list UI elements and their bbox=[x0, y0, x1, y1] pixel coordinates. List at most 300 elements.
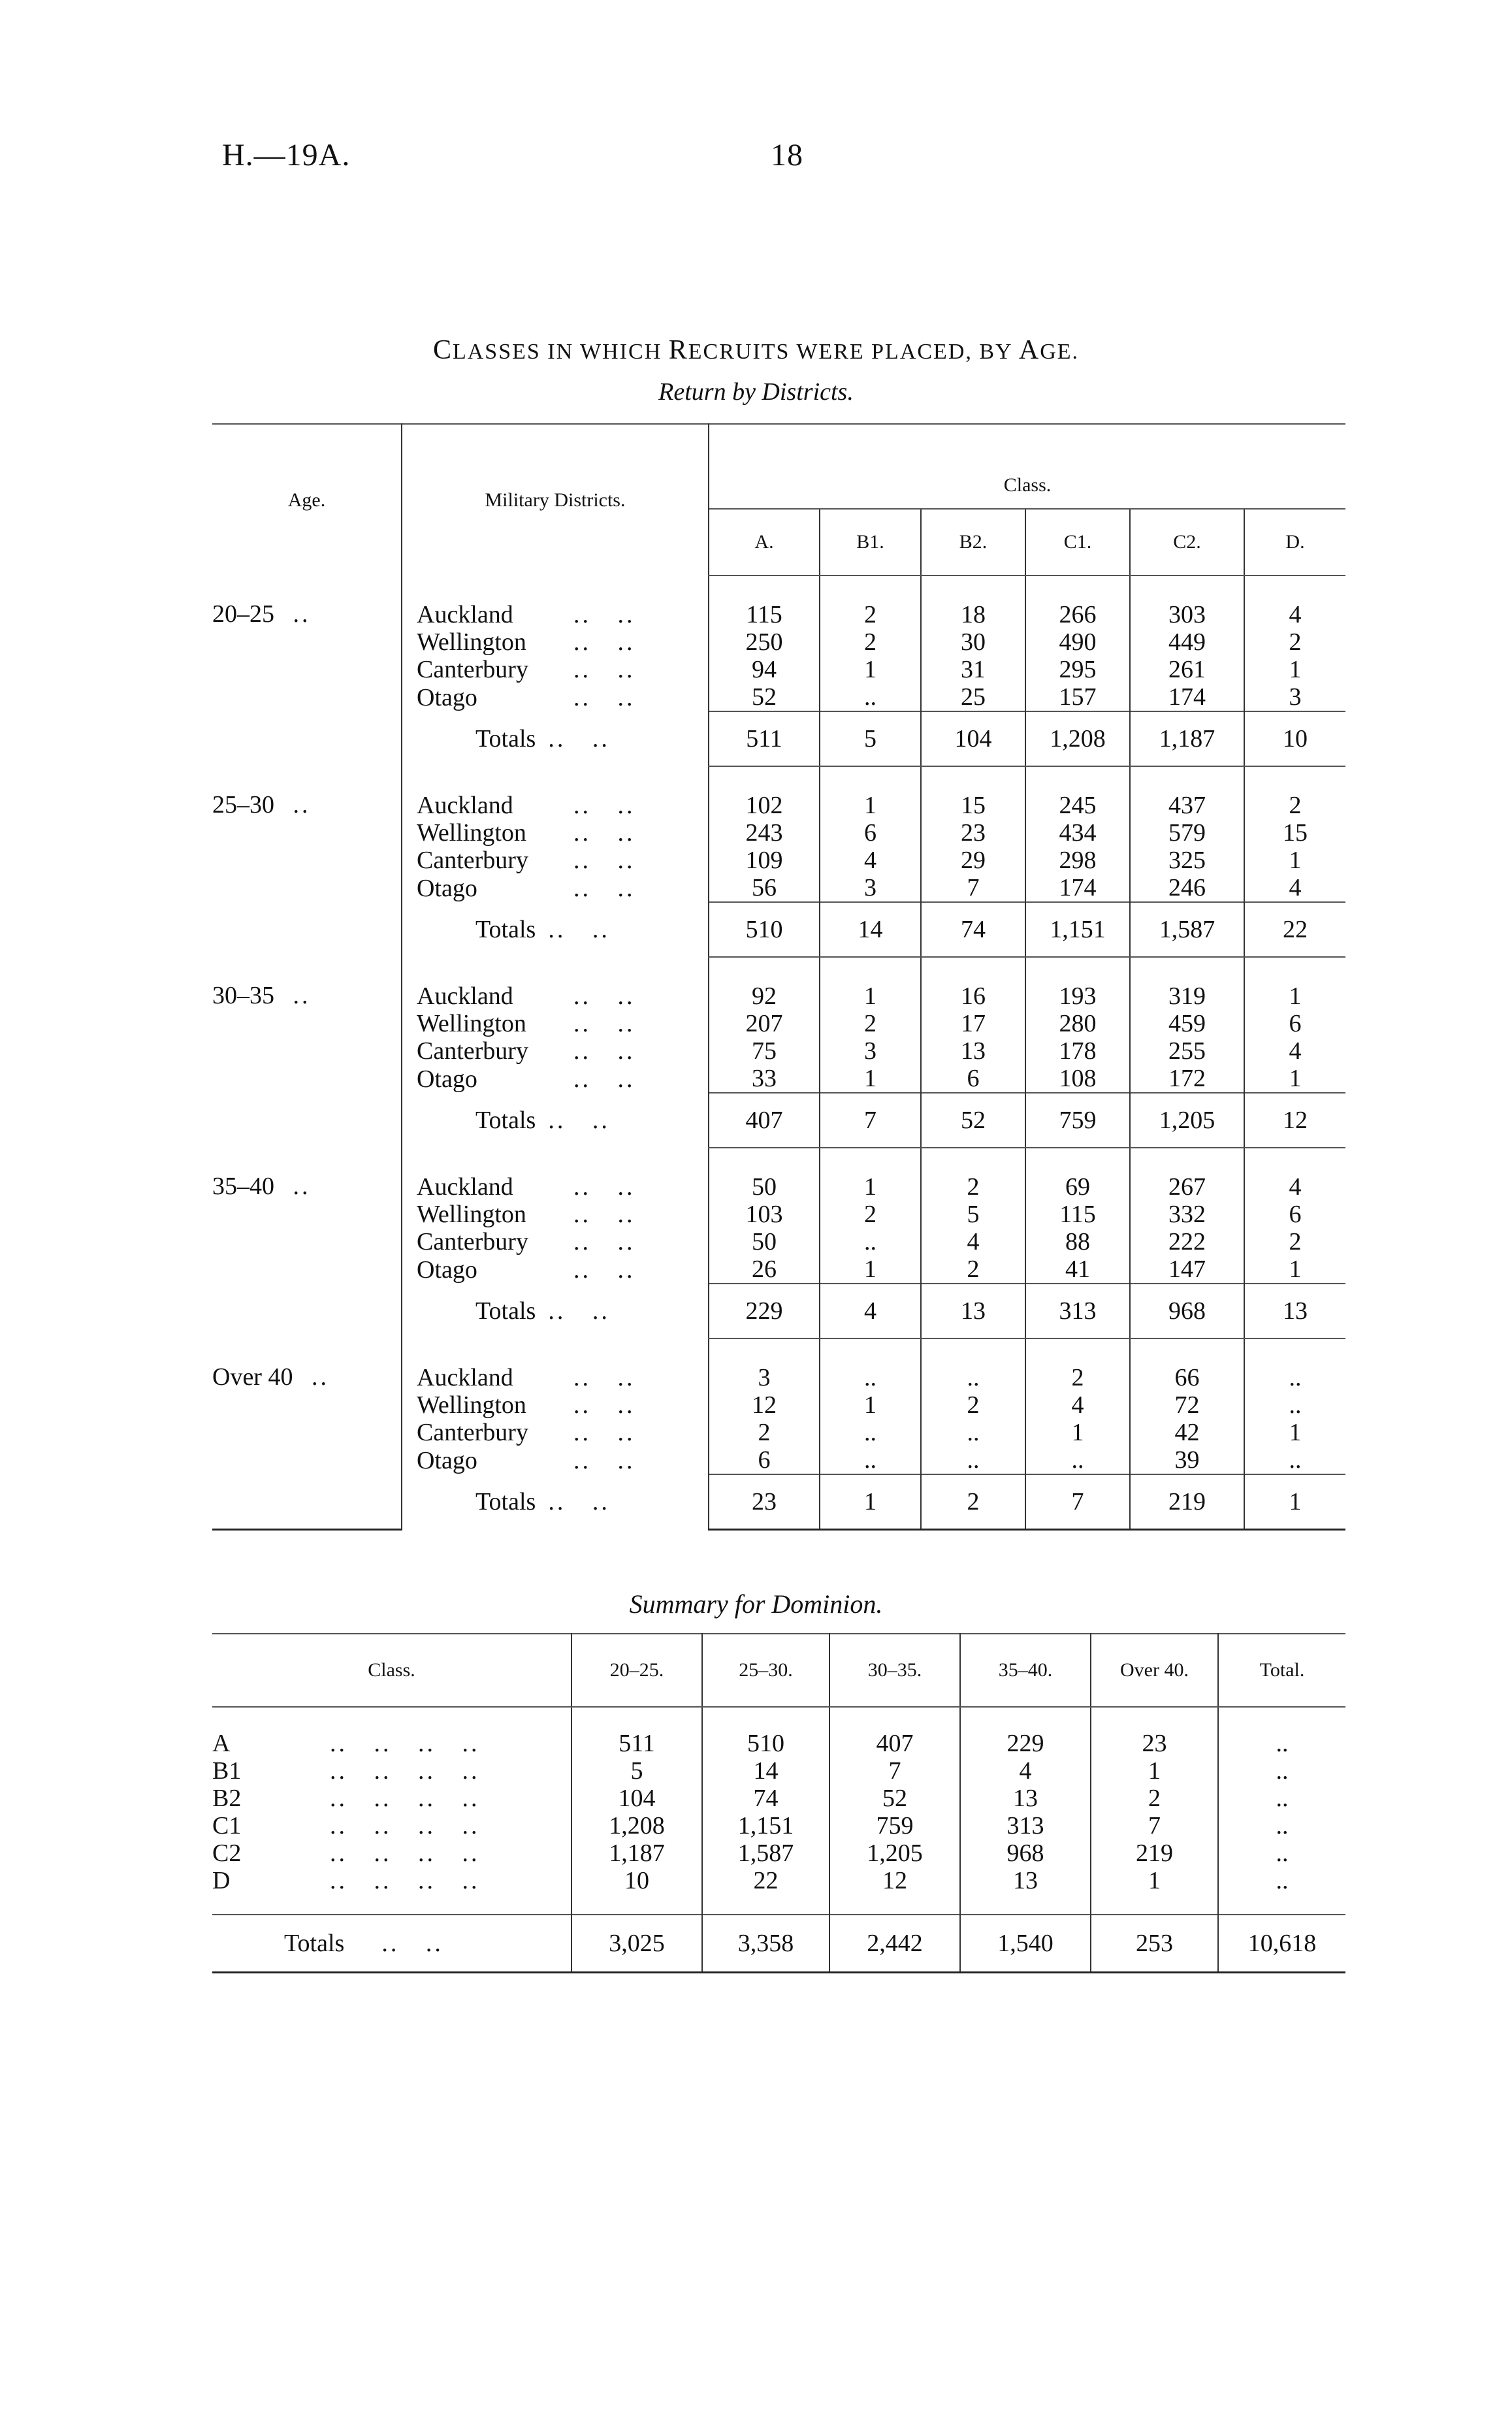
summary-col-header: Class. bbox=[212, 1634, 571, 1707]
dot-leader: .. bbox=[293, 982, 311, 1009]
summary-class: B2 bbox=[212, 1785, 242, 1812]
summary-table bbox=[212, 1633, 1345, 1973]
total-value-cell: 229 bbox=[709, 1284, 820, 1338]
value-cell: 102 bbox=[709, 766, 820, 819]
summary-col-header: 25–30. bbox=[702, 1634, 829, 1707]
district-name: Auckland bbox=[417, 1173, 513, 1201]
title-part: ECRUITS WERE PLACED, BY bbox=[688, 340, 1019, 364]
value-cell: 17 bbox=[921, 1010, 1025, 1037]
summary-value-cell: 510 bbox=[702, 1707, 829, 1757]
summary-total-cell: 253 bbox=[1091, 1915, 1218, 1973]
value-cell: .. bbox=[820, 1419, 921, 1446]
summary-value-cell: 511 bbox=[571, 1707, 702, 1757]
dot-leader: .. .. .. .. bbox=[330, 1812, 480, 1839]
value-cell: 2 bbox=[1244, 628, 1345, 656]
district-table bbox=[212, 423, 1345, 1531]
summary-class-cell bbox=[212, 1812, 571, 1839]
value-cell: 172 bbox=[1130, 1065, 1244, 1093]
age-cell bbox=[212, 1446, 402, 1474]
summary-value-cell: 1,187 bbox=[571, 1839, 702, 1867]
table-subtitle: Return by Districts. bbox=[658, 378, 854, 406]
col-header-class: Class. bbox=[709, 424, 1345, 509]
summary-col-header: Over 40. bbox=[1091, 1634, 1218, 1707]
summary-value-cell: 12 bbox=[829, 1867, 960, 1915]
total-value-cell: 1,205 bbox=[1130, 1093, 1244, 1148]
total-value-cell: 104 bbox=[921, 711, 1025, 766]
value-cell: 332 bbox=[1130, 1201, 1244, 1228]
total-value-cell: 759 bbox=[1025, 1093, 1130, 1148]
value-cell: 4 bbox=[1244, 874, 1345, 902]
value-cell: 12 bbox=[709, 1391, 820, 1419]
value-cell: 115 bbox=[1025, 1201, 1130, 1228]
summary-value-cell: .. bbox=[1218, 1757, 1345, 1785]
value-cell: 1 bbox=[820, 1148, 921, 1201]
value-cell: 1 bbox=[820, 957, 921, 1010]
summary-class: A bbox=[212, 1730, 231, 1757]
age-label: 20–25 bbox=[212, 600, 274, 628]
summary-value-cell: 1,205 bbox=[829, 1839, 960, 1867]
district-name-cell bbox=[402, 1446, 709, 1474]
summary-class-cell bbox=[212, 1839, 571, 1867]
totals-row bbox=[212, 902, 1345, 957]
summary-value-cell: .. bbox=[1218, 1707, 1345, 1757]
dot-leader: .. .. bbox=[573, 1446, 635, 1474]
value-cell: 2 bbox=[1244, 1228, 1345, 1256]
district-name: Auckland bbox=[417, 791, 513, 819]
summary-row bbox=[212, 1839, 1345, 1867]
value-cell: .. bbox=[921, 1338, 1025, 1391]
summary-totals-row bbox=[212, 1915, 1345, 1973]
summary-value-cell: 104 bbox=[571, 1785, 702, 1812]
district-row bbox=[212, 1010, 1345, 1037]
value-cell: 243 bbox=[709, 819, 820, 847]
dot-leader: .. .. bbox=[573, 628, 635, 656]
value-cell: 147 bbox=[1130, 1256, 1244, 1284]
dot-leader: .. .. bbox=[573, 819, 635, 847]
value-cell: 108 bbox=[1025, 1065, 1130, 1093]
district-row bbox=[212, 1256, 1345, 1284]
value-cell: 13 bbox=[921, 1037, 1025, 1065]
district-row bbox=[212, 766, 1345, 819]
value-cell: 3 bbox=[709, 1338, 820, 1391]
district-name-cell bbox=[402, 1037, 709, 1065]
summary-row bbox=[212, 1785, 1345, 1812]
summary-class-cell bbox=[212, 1707, 571, 1757]
district-name-cell bbox=[402, 847, 709, 874]
value-cell: 7 bbox=[921, 874, 1025, 902]
value-cell: 174 bbox=[1025, 874, 1130, 902]
value-cell: 1 bbox=[1244, 957, 1345, 1010]
district-row bbox=[212, 628, 1345, 656]
age-label: 35–40 bbox=[212, 1173, 274, 1200]
summary-value-cell: 1,208 bbox=[571, 1812, 702, 1839]
age-cell bbox=[212, 575, 402, 628]
value-cell: 1 bbox=[1244, 1419, 1345, 1446]
value-cell: .. bbox=[1244, 1391, 1345, 1419]
totals-row bbox=[212, 1474, 1345, 1530]
district-name: Wellington bbox=[417, 819, 526, 847]
district-row bbox=[212, 1228, 1345, 1256]
value-cell: 75 bbox=[709, 1037, 820, 1065]
value-cell: .. bbox=[820, 1338, 921, 1391]
district-row bbox=[212, 1338, 1345, 1391]
totals-label-cell bbox=[402, 902, 709, 957]
value-cell: 26 bbox=[709, 1256, 820, 1284]
summary-row bbox=[212, 1707, 1345, 1757]
value-cell: 15 bbox=[1244, 819, 1345, 847]
total-value-cell: 968 bbox=[1130, 1284, 1244, 1338]
district-name-cell bbox=[402, 1201, 709, 1228]
totals-label-cell bbox=[402, 1474, 709, 1530]
value-cell: 1 bbox=[1244, 1065, 1345, 1093]
summary-totals-label: Totals bbox=[284, 1930, 345, 1957]
value-cell: 109 bbox=[709, 847, 820, 874]
age-cell bbox=[212, 847, 402, 874]
total-value-cell: 4 bbox=[820, 1284, 921, 1338]
value-cell: 250 bbox=[709, 628, 820, 656]
value-cell: 261 bbox=[1130, 656, 1244, 683]
value-cell: .. bbox=[921, 1446, 1025, 1474]
age-cell bbox=[212, 683, 402, 711]
summary-total-cell: 2,442 bbox=[829, 1915, 960, 1973]
dot-leader: .. .. bbox=[573, 1010, 635, 1037]
header-row bbox=[212, 424, 1345, 509]
totals-row bbox=[212, 1284, 1345, 1338]
value-cell: 88 bbox=[1025, 1228, 1130, 1256]
col-header-class-item: B2. bbox=[921, 509, 1025, 575]
page-number: 18 bbox=[771, 138, 803, 172]
district-name-cell bbox=[402, 656, 709, 683]
col-header-class-item: D. bbox=[1244, 509, 1345, 575]
district-row bbox=[212, 874, 1345, 902]
totals-row bbox=[212, 711, 1345, 766]
district-name: Auckland bbox=[417, 982, 513, 1010]
summary-value-cell: 219 bbox=[1091, 1839, 1218, 1867]
district-row bbox=[212, 1419, 1345, 1446]
summary-class: D bbox=[212, 1867, 231, 1894]
totals-label-cell bbox=[402, 1284, 709, 1338]
totals-label: Totals bbox=[475, 1488, 536, 1516]
total-value-cell: 1 bbox=[820, 1474, 921, 1530]
age-cell bbox=[212, 1391, 402, 1419]
value-cell: 4 bbox=[921, 1228, 1025, 1256]
total-value-cell: 74 bbox=[921, 902, 1025, 957]
value-cell: 2 bbox=[820, 575, 921, 628]
total-value-cell: 1,187 bbox=[1130, 711, 1244, 766]
title-part: C bbox=[432, 335, 453, 365]
value-cell: 295 bbox=[1025, 656, 1130, 683]
age-cell bbox=[212, 1065, 402, 1093]
totals-label: Totals bbox=[475, 916, 536, 943]
summary-value-cell: 4 bbox=[960, 1757, 1091, 1785]
dot-leader: .. .. bbox=[548, 1107, 610, 1134]
value-cell: 31 bbox=[921, 656, 1025, 683]
value-cell: 115 bbox=[709, 575, 820, 628]
dot-leader: .. .. bbox=[573, 847, 635, 874]
value-cell: 4 bbox=[1025, 1391, 1130, 1419]
value-cell: 3 bbox=[820, 1037, 921, 1065]
age-label: Over 40 bbox=[212, 1363, 293, 1391]
totals-label-cell bbox=[402, 1093, 709, 1148]
value-cell: 193 bbox=[1025, 957, 1130, 1010]
value-cell: 2 bbox=[1244, 766, 1345, 819]
district-name-cell bbox=[402, 1228, 709, 1256]
value-cell: 29 bbox=[921, 847, 1025, 874]
value-cell: 6 bbox=[709, 1446, 820, 1474]
district-name: Auckland bbox=[417, 600, 513, 628]
dot-leader: .. .. bbox=[548, 916, 610, 943]
value-cell: 56 bbox=[709, 874, 820, 902]
value-cell: 1 bbox=[1025, 1419, 1130, 1446]
district-name-cell bbox=[402, 874, 709, 902]
total-value-cell: 7 bbox=[1025, 1474, 1130, 1530]
dot-leader: .. bbox=[293, 791, 311, 818]
value-cell: 103 bbox=[709, 1201, 820, 1228]
district-name: Otago bbox=[417, 1446, 477, 1474]
total-value-cell: 1,208 bbox=[1025, 711, 1130, 766]
age-label: 25–30 bbox=[212, 791, 274, 818]
summary-value-cell: 74 bbox=[702, 1785, 829, 1812]
value-cell: 157 bbox=[1025, 683, 1130, 711]
total-value-cell: 511 bbox=[709, 711, 820, 766]
value-cell: 30 bbox=[921, 628, 1025, 656]
dot-leader: .. .. bbox=[573, 1419, 635, 1446]
value-cell: 2 bbox=[709, 1419, 820, 1446]
age-cell bbox=[212, 874, 402, 902]
summary-totals-label-cell bbox=[212, 1915, 571, 1973]
summary-value-cell: 52 bbox=[829, 1785, 960, 1812]
value-cell: 490 bbox=[1025, 628, 1130, 656]
value-cell: 174 bbox=[1130, 683, 1244, 711]
title-part: A bbox=[1018, 335, 1040, 365]
title-part: GE. bbox=[1040, 340, 1080, 364]
value-cell: 2 bbox=[820, 1010, 921, 1037]
summary-total-cell: 3,358 bbox=[702, 1915, 829, 1973]
dot-leader: .. .. bbox=[573, 683, 635, 711]
value-cell: 41 bbox=[1025, 1256, 1130, 1284]
value-cell: 1 bbox=[1244, 847, 1345, 874]
value-cell: 2 bbox=[921, 1391, 1025, 1419]
value-cell: 6 bbox=[820, 819, 921, 847]
district-name-cell bbox=[402, 1391, 709, 1419]
value-cell: 579 bbox=[1130, 819, 1244, 847]
district-name: Wellington bbox=[417, 1010, 526, 1037]
value-cell: 33 bbox=[709, 1065, 820, 1093]
district-row bbox=[212, 656, 1345, 683]
col-header-age: Age. bbox=[287, 489, 326, 511]
district-name: Otago bbox=[417, 874, 477, 902]
value-cell: 437 bbox=[1130, 766, 1244, 819]
col-header-class-item: C2. bbox=[1130, 509, 1244, 575]
table-title bbox=[0, 334, 1512, 366]
total-value-cell: 13 bbox=[1244, 1284, 1345, 1338]
summary-value-cell: 22 bbox=[702, 1867, 829, 1915]
dot-leader: .. .. bbox=[573, 1363, 635, 1391]
district-name: Otago bbox=[417, 1256, 477, 1284]
district-name: Otago bbox=[417, 1065, 477, 1093]
value-cell: 3 bbox=[820, 874, 921, 902]
district-name-cell bbox=[402, 1419, 709, 1446]
age-cell bbox=[212, 1474, 402, 1530]
age-cell bbox=[212, 1256, 402, 1284]
district-row bbox=[212, 683, 1345, 711]
value-cell: 25 bbox=[921, 683, 1025, 711]
age-cell bbox=[212, 1148, 402, 1201]
summary-value-cell: .. bbox=[1218, 1839, 1345, 1867]
dot-leader: .. .. .. .. bbox=[330, 1867, 480, 1894]
district-name-cell bbox=[402, 1148, 709, 1201]
summary-value-cell: .. bbox=[1218, 1785, 1345, 1812]
summary-value-cell: 2 bbox=[1091, 1785, 1218, 1812]
age-cell bbox=[212, 711, 402, 766]
title-part: LASSES IN WHICH bbox=[452, 340, 669, 364]
age-cell bbox=[212, 1228, 402, 1256]
value-cell: 39 bbox=[1130, 1446, 1244, 1474]
district-row bbox=[212, 1148, 1345, 1201]
summary-row bbox=[212, 1757, 1345, 1785]
summary-value-cell: 229 bbox=[960, 1707, 1091, 1757]
district-name-cell bbox=[402, 1010, 709, 1037]
value-cell: 1 bbox=[820, 1256, 921, 1284]
total-value-cell: 13 bbox=[921, 1284, 1025, 1338]
value-cell: .. bbox=[820, 1446, 921, 1474]
summary-value-cell: 5 bbox=[571, 1757, 702, 1785]
total-value-cell: 2 bbox=[921, 1474, 1025, 1530]
value-cell: 222 bbox=[1130, 1228, 1244, 1256]
total-value-cell: 22 bbox=[1244, 902, 1345, 957]
summary-header-row bbox=[212, 1634, 1345, 1707]
age-cell bbox=[212, 1419, 402, 1446]
district-name-cell bbox=[402, 575, 709, 628]
summary-value-cell: 23 bbox=[1091, 1707, 1218, 1757]
page-reference: H.—19A. bbox=[222, 138, 351, 172]
summary-value-cell: 1 bbox=[1091, 1867, 1218, 1915]
value-cell: 4 bbox=[1244, 1037, 1345, 1065]
total-value-cell: 1,587 bbox=[1130, 902, 1244, 957]
value-cell: 434 bbox=[1025, 819, 1130, 847]
district-name: Wellington bbox=[417, 628, 526, 656]
totals-label: Totals bbox=[475, 1297, 536, 1325]
value-cell: 325 bbox=[1130, 847, 1244, 874]
summary-value-cell: 313 bbox=[960, 1812, 1091, 1839]
summary-total-cell: 10,618 bbox=[1218, 1915, 1345, 1973]
summary-class-cell bbox=[212, 1867, 571, 1915]
total-value-cell: 1,151 bbox=[1025, 902, 1130, 957]
summary-body bbox=[212, 1707, 1345, 1973]
dot-leader: .. .. .. .. bbox=[330, 1785, 480, 1812]
value-cell: 449 bbox=[1130, 628, 1244, 656]
dot-leader: .. .. bbox=[573, 1037, 635, 1065]
col-header-class-item: A. bbox=[709, 509, 820, 575]
total-value-cell: 1 bbox=[1244, 1474, 1345, 1530]
value-cell: 6 bbox=[1244, 1201, 1345, 1228]
dot-leader: .. .. bbox=[573, 1201, 635, 1228]
dot-leader: .. .. .. .. bbox=[330, 1730, 480, 1757]
value-cell: 298 bbox=[1025, 847, 1130, 874]
col-header-class-item: C1. bbox=[1025, 509, 1130, 575]
age-cell bbox=[212, 1284, 402, 1338]
district-row bbox=[212, 1201, 1345, 1228]
summary-total-cell: 3,025 bbox=[571, 1915, 702, 1973]
summary-col-header: 30–35. bbox=[829, 1634, 960, 1707]
district-row bbox=[212, 819, 1345, 847]
district-body bbox=[212, 575, 1345, 1530]
summary-value-cell: .. bbox=[1218, 1867, 1345, 1915]
total-value-cell: 7 bbox=[820, 1093, 921, 1148]
district-name: Wellington bbox=[417, 1391, 526, 1419]
summary-value-cell: .. bbox=[1218, 1812, 1345, 1839]
value-cell: 4 bbox=[820, 847, 921, 874]
value-cell: .. bbox=[1244, 1338, 1345, 1391]
district-name: Canterbury bbox=[417, 656, 528, 683]
totals-label: Totals bbox=[475, 1107, 536, 1134]
district-name-cell bbox=[402, 1065, 709, 1093]
value-cell: 266 bbox=[1025, 575, 1130, 628]
total-value-cell: 510 bbox=[709, 902, 820, 957]
summary-value-cell: 13 bbox=[960, 1785, 1091, 1812]
dot-leader: .. .. .. .. bbox=[330, 1839, 480, 1867]
summary-value-cell: 968 bbox=[960, 1839, 1091, 1867]
value-cell: 459 bbox=[1130, 1010, 1244, 1037]
value-cell: 6 bbox=[921, 1065, 1025, 1093]
summary-value-cell: 1,151 bbox=[702, 1812, 829, 1839]
total-value-cell: 313 bbox=[1025, 1284, 1130, 1338]
value-cell: 94 bbox=[709, 656, 820, 683]
age-cell bbox=[212, 1010, 402, 1037]
age-cell bbox=[212, 766, 402, 819]
total-value-cell: 23 bbox=[709, 1474, 820, 1530]
value-cell: 50 bbox=[709, 1148, 820, 1201]
value-cell: 1 bbox=[820, 1065, 921, 1093]
dot-leader: .. .. bbox=[573, 982, 635, 1010]
value-cell: 66 bbox=[1130, 1338, 1244, 1391]
value-cell: 319 bbox=[1130, 957, 1244, 1010]
summary-value-cell: 759 bbox=[829, 1812, 960, 1839]
value-cell: .. bbox=[820, 683, 921, 711]
summary-col-header: Total. bbox=[1218, 1634, 1345, 1707]
totals-label-cell bbox=[402, 711, 709, 766]
district-name: Auckland bbox=[417, 1363, 513, 1391]
value-cell: 246 bbox=[1130, 874, 1244, 902]
value-cell: 2 bbox=[1025, 1338, 1130, 1391]
district-row bbox=[212, 957, 1345, 1010]
totals-row bbox=[212, 1093, 1345, 1148]
district-name-cell bbox=[402, 1338, 709, 1391]
value-cell: .. bbox=[1244, 1446, 1345, 1474]
summary-class-cell bbox=[212, 1757, 571, 1785]
dot-leader: .. .. bbox=[548, 725, 610, 753]
district-name-cell bbox=[402, 819, 709, 847]
value-cell: 1 bbox=[820, 1391, 921, 1419]
value-cell: 2 bbox=[921, 1148, 1025, 1201]
total-value-cell: 10 bbox=[1244, 711, 1345, 766]
district-row bbox=[212, 1391, 1345, 1419]
value-cell: 267 bbox=[1130, 1148, 1244, 1201]
dot-leader: .. .. bbox=[573, 656, 635, 683]
dot-leader: .. bbox=[293, 600, 311, 628]
age-cell bbox=[212, 628, 402, 656]
age-cell bbox=[212, 957, 402, 1010]
dot-leader: .. bbox=[311, 1363, 329, 1391]
value-cell: 4 bbox=[1244, 1148, 1345, 1201]
age-cell bbox=[212, 656, 402, 683]
value-cell: 3 bbox=[1244, 683, 1345, 711]
totals-label: Totals bbox=[475, 725, 536, 753]
value-cell: 1 bbox=[1244, 656, 1345, 683]
value-cell: 18 bbox=[921, 575, 1025, 628]
value-cell: 303 bbox=[1130, 575, 1244, 628]
value-cell: 23 bbox=[921, 819, 1025, 847]
